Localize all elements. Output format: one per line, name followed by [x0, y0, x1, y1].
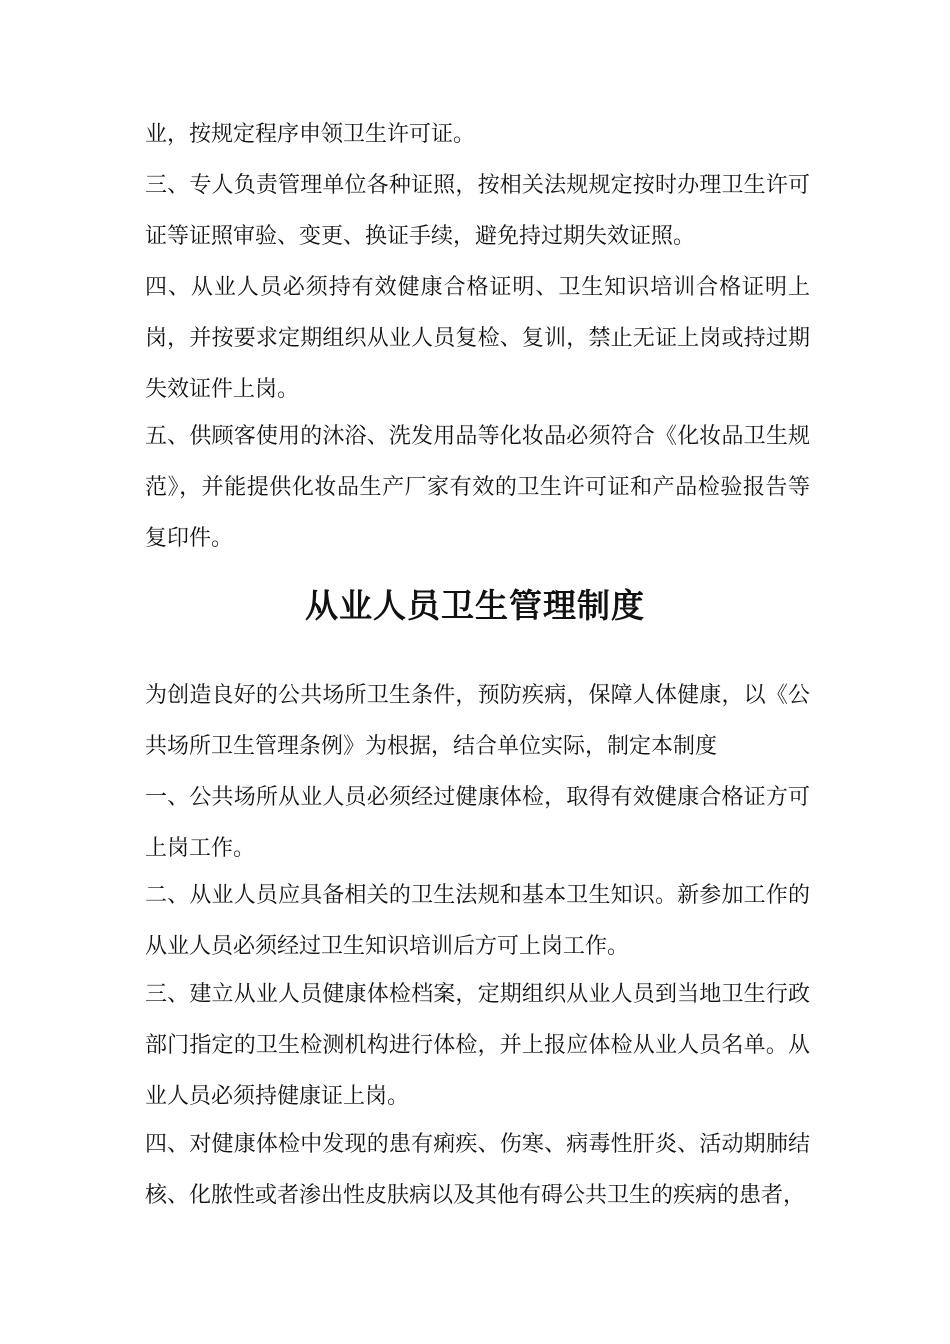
section-title: 从业人员卫生管理制度	[305, 586, 645, 625]
paragraph-item-4-diseases: 四、对健康体检中发现的患有痢疾、伤寒、病毒性肝炎、活动期肺结核、化脓性或者渗出性皮肤病以及其他有碍公共卫生的疾病的患者，	[145, 1132, 810, 1208]
paragraph-item-5-cosmetics: 五、供顾客使用的沐浴、洗发用品等化妆品必须符合《化妆品卫生规范》，并能提供化妆品生产厂家有效的卫生许可证和产品检验报告等复印件。	[145, 424, 810, 551]
paragraph-item-3-archives: 三、建立从业人员健康体检档案，定期组织从业人员到当地卫生行政部门指定的卫生检测机构进行体检，并上报应体检从业人员名单。从业人员必须持健康证上岗。	[145, 982, 810, 1109]
paragraph-item-1-health-exam: 一、公共场所从业人员必须经过健康体检，取得有效健康合格证方可上岗工作。	[145, 785, 810, 861]
paragraph-item-4-health-certificate: 四、从业人员必须持有效健康合格证明、卫生知识培训合格证明上岗，并按要求定期组织从业人员复检、复训，禁止无证上岗或持过期失效证件上岗。	[145, 275, 810, 402]
paragraph-item-3-certificates: 三、专人负责管理单位各种证照，按相关法规规定按时办理卫生许可证等证照审验、变更、换证手续，避免持过期失效证照。	[145, 173, 810, 249]
paragraph-continuation-license: 业，按规定程序申领卫生许可证。	[145, 122, 476, 147]
paragraph-item-2-training: 二、从业人员应具备相关的卫生法规和基本卫生知识。新参加工作的从业人员必须经过卫生知识培训后方可上岗工作。	[145, 883, 810, 959]
paragraph-intro: 为创造良好的公共场所卫生条件，预防疾病，保障人体健康，以《公共场所卫生管理条例》为根据，结合单位实际，制定本制度	[145, 683, 810, 759]
